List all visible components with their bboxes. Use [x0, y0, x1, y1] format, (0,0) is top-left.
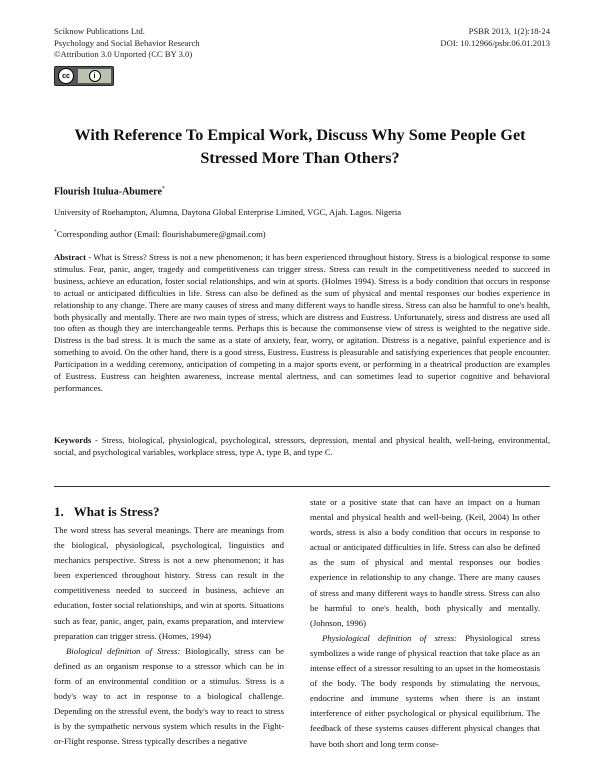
doi-text: DOI: 10.12966/psbr.06.01.2013	[440, 37, 550, 48]
affiliation: University of Roehampton, Alumna, Daytona Global Enterprise Limited, VGC, Ajah. Lagos. Nigeria	[54, 207, 402, 217]
citation-text: PSBR 2013, 1(2):18-24	[468, 26, 550, 36]
paper-title	[40, 124, 560, 170]
license-text: ©Attribution 3.0 Unported (CC BY 3.0)	[54, 49, 193, 59]
title-line-2: Stressed More Than Others?	[200, 149, 400, 167]
abstract	[54, 252, 550, 395]
section-divider	[54, 486, 550, 487]
physiological-definition-text: Physiological stress symbolizes a wide range of physical reaction that take place as an intense effect of a stressor resulting to an upset in the homeostasis of the body. The body responds by stimulating the nervous, endocrine and immune systems when there is an instant interference of either psychological or physical equilibrium. The feedback of these systems causes different physical changes that have both short and long term conse-	[310, 632, 540, 749]
physiological-definition-label: Physiological definition of stress:	[322, 632, 457, 643]
keywords-text: - Stress, biological, physiological, psychological, stressors, depression, mental and physical health, well-being, environmental, social, and psychological variables, workplace stress, type A, type B, and type C.	[54, 435, 550, 457]
keywords	[54, 435, 550, 459]
title-line-1: With Reference To Empical Work, Discuss Why Some People Get	[74, 126, 526, 144]
section-title: What is Stress?	[73, 504, 160, 519]
biological-definition-label: Biological definition of Stress:	[66, 645, 181, 656]
journal-header-right	[440, 26, 550, 49]
journal-header-left	[54, 26, 200, 61]
body-paragraph-2	[54, 644, 284, 750]
publisher-name: Sciknow Publications Ltd.	[54, 26, 145, 36]
cc-icon: cc	[58, 68, 74, 84]
body-paragraph-1: The word stress has several meanings. There are meanings from the biological, physiological, psychological, linguistics and mechanics perspective. Stress is not a new phenomenon; it has been experienced throughout history. Stress can result in the competitiveness needed to succeed in business, achieve an education, foster social relationships, and win at sports. Situations such as fear, panic, anger, pain, exams preparation, and interview preparation can trigger stress. (Homes, 1994)	[54, 525, 284, 641]
body-column-left	[54, 523, 284, 749]
journal-name: Psychology and Social Behavior Research	[54, 37, 200, 48]
corresponding-author	[54, 229, 266, 239]
author-line	[54, 186, 165, 197]
section-heading	[54, 504, 159, 520]
corr-footnote-mark: *	[54, 229, 57, 236]
keywords-label: Keywords	[54, 435, 92, 445]
corresponding-author-text: Corresponding author (Email: flourishabumere@gmail.com)	[56, 229, 266, 239]
abstract-text: - What is Stress? Stress is not a new phenomenon; it has been experienced throughout history. Stress is a biological response to some stimulus. Fear, panic, anger, tragedy and competitiveness can trigger stress. Stress can result in the competitiveness needed to succeed in business, achieve an education, foster social relationships, and win at sports. (Holmes 1994). Stress is a body condition that occurs in response to actual or anticipated difficulties in life. Stress can also be defined as the sum of physical and mental responses our bodies experience in relationship to any change. There are many causes of stress and many different ways to handle stress. Stress can also be harmful to one's health, both physically and mentally. There are two main types of stress, which are distress and Eustress. Unfortunately, stress and distress are used all too often as though they are interchangeable terms. Perhaps this is because the commonsense view of stress is weighted to the negative side. Distress is the bad stress. It is much the same as a state of anxiety, fear, worry, or agitation. Distress is a negative, painful experience and is something to avoid. On the other hand, there is a good stress, Eustress. Eustress is pleasurable and satisfying experiences that people encounter. Participation in a wedding ceremony, anticipation of competing in a major sports event, or performing in a theatrical production are examples of Eustress. Eustress can heighten awareness, increase mental alertness, and can sometimes lead to superior cognitive and behavioral performances.	[54, 252, 550, 393]
author-footnote-mark: *	[161, 186, 165, 192]
creative-commons-badge[interactable]	[54, 66, 114, 86]
body-paragraph-4	[310, 631, 540, 752]
attribution-icon: i	[89, 70, 101, 82]
abstract-label: Abstract	[54, 252, 86, 262]
body-paragraph-3: state or a positive state that can have an impact on a human mental and physical health and well-being. (Keil, 2004) In other words, stress is also a body condition that occurs in response to actual or anticipated difficulties in life. Stress can also be defined as the sum of physical and mental responses our bodies experience in relationship to any change. There are many causes of stress and many different ways to handle stress. Stress can also be harmful to one's health, both physically and mentally. (Johnson, 1996)	[310, 497, 540, 628]
biological-definition-text: Biologically, stress can be defined as an organism response to a stressor which can be in form of an environmental condition or a stimulus. Stress is a body's way to act in response to a biological challenge. Depending on the stressful event, the body's way to react to stress is by the sympathetic nervous system which results in the Fight-or-Flight response. Stress typically describes a negative	[54, 645, 284, 747]
author-name: Flourish Itulua-Abumere	[54, 186, 162, 198]
section-number: 1.	[54, 504, 64, 519]
body-column-right	[310, 495, 540, 752]
